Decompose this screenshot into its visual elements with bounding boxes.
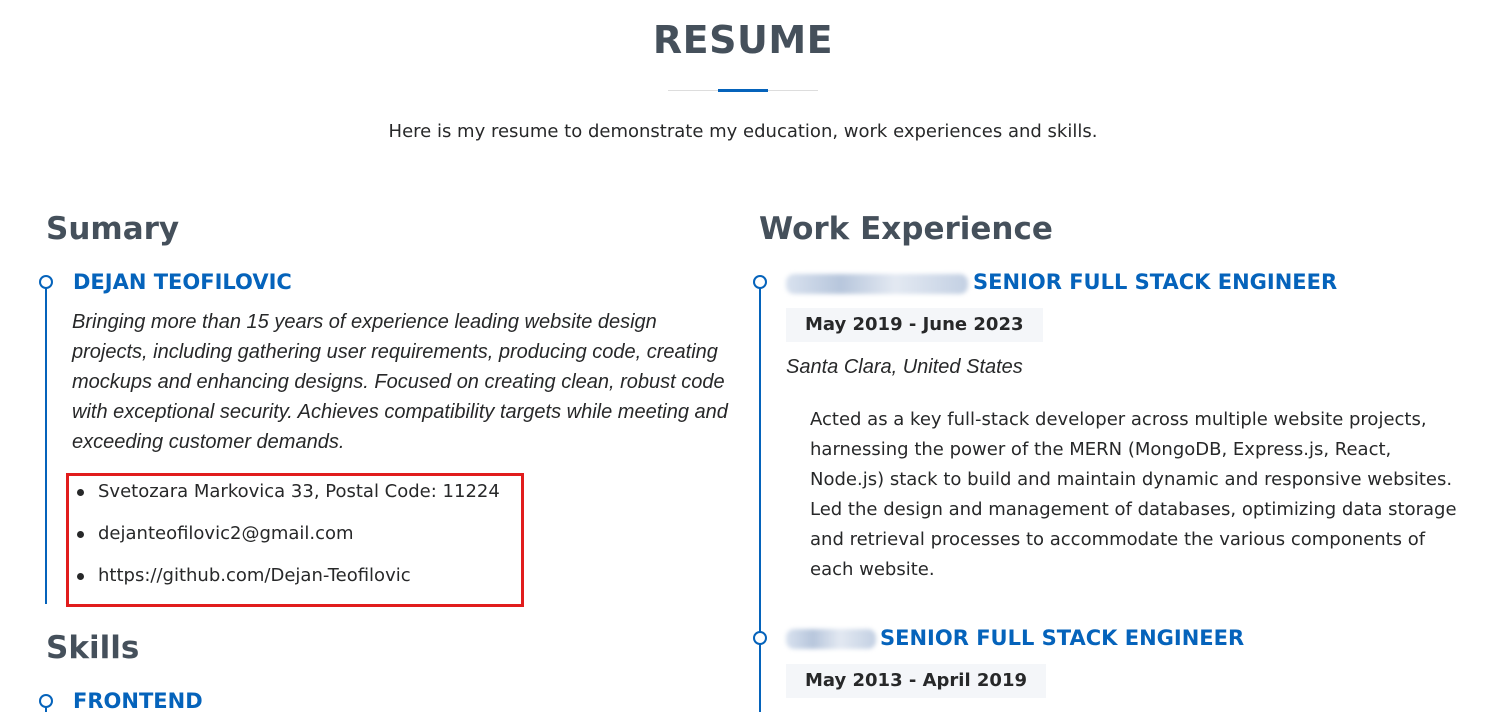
title-divider-accent	[718, 89, 768, 92]
job-2-timeline-dot	[753, 631, 767, 645]
skills-item-frontend: FRONTEND	[73, 689, 203, 713]
summary-name: DEJAN TEOFILOVIC	[73, 270, 292, 294]
contact-email	[72, 520, 500, 562]
job-1-timeline-dot	[753, 275, 767, 289]
contact-github	[72, 562, 500, 604]
job-2-company-redacted	[786, 629, 876, 649]
summary-timeline-dot	[39, 275, 53, 289]
contact-list	[72, 478, 500, 604]
job-1-location: Santa Clara, United States	[786, 356, 1023, 378]
bullet-icon	[77, 489, 84, 496]
job-2-dates: May 2013 - April 2019	[786, 664, 1046, 698]
contact-address	[72, 478, 500, 520]
job-1-company-redacted	[786, 274, 968, 294]
skills-timeline-dot	[39, 694, 53, 708]
contact-github-text: https://github.com/Dejan-Teofilovic	[98, 565, 411, 586]
summary-timeline-line	[45, 282, 47, 604]
contact-email-text: dejanteofilovic2@gmail.com	[98, 523, 354, 544]
work-experience-heading: Work Experience	[759, 211, 1053, 247]
skills-heading: Skills	[46, 630, 140, 666]
work-timeline-line	[759, 282, 761, 712]
job-2-title: SENIOR FULL STACK ENGINEER	[880, 626, 1245, 650]
page-title: RESUME	[652, 18, 834, 62]
job-1-dates: May 2019 - June 2023	[786, 308, 1043, 342]
bullet-icon	[77, 531, 84, 538]
summary-description: Bringing more than 15 years of experience leading website design projects, including gathering user requirements, producing code, creating mockups and enhancing designs. Focused on creating clean, robust code with exceptional security. Achieves compatibility targets while meeting and exceeding customer demands.	[72, 311, 728, 453]
summary-heading: Sumary	[46, 211, 180, 247]
job-1-title: SENIOR FULL STACK ENGINEER	[973, 270, 1338, 294]
bullet-icon	[77, 573, 84, 580]
contact-address-text: Svetozara Markovica 33, Postal Code: 11224	[98, 481, 500, 502]
job-1-description: Acted as a key full-stack developer across multiple website projects, harnessing the power of the MERN (MongoDB, Express.js, React, Node.js) stack to build and maintain dynamic and responsive websites. Led the design and management of databases, optimizing data storage and retrieval processes to accommodate the various components of each website.	[810, 409, 1457, 580]
page-subtitle: Here is my resume to demonstrate my education, work experiences and skills.	[388, 121, 1098, 142]
